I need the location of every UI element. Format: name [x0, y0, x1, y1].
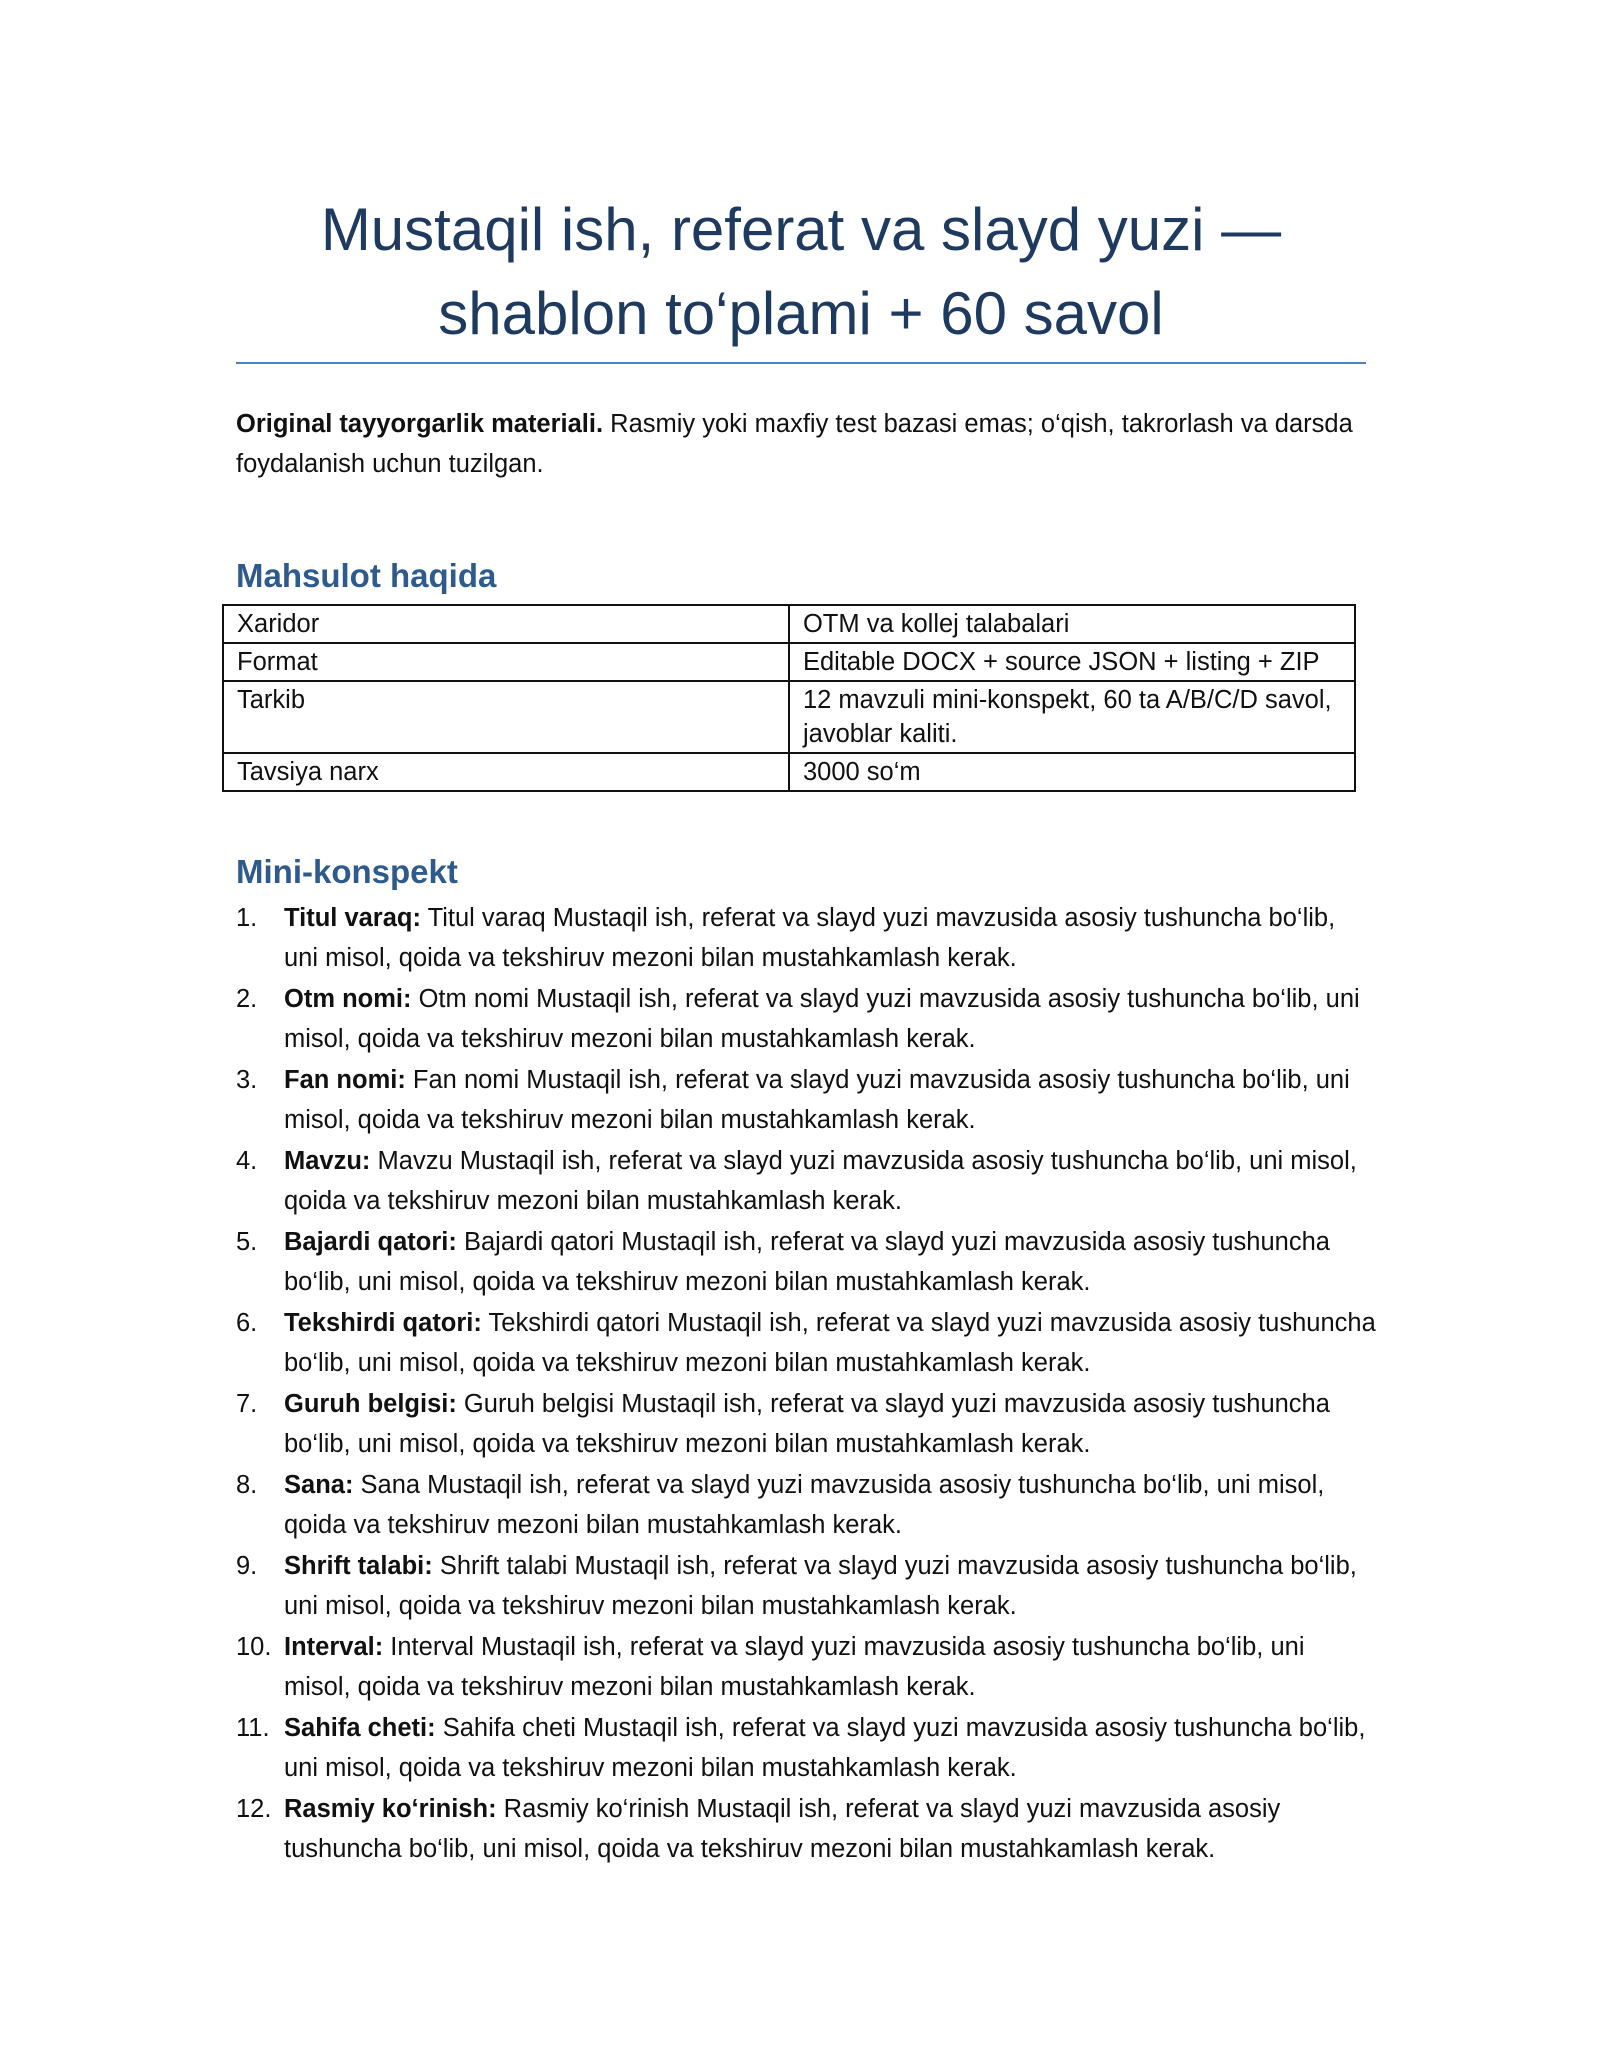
list-item-term: Bajardi qatori: [284, 1228, 457, 1256]
list-item [236, 1708, 1376, 1788]
intro-text: Rasmiy yoki maxfiy test bazasi emas; o‘qish, takrorlash va darsda foydalanish uchun tuzilgan. [236, 410, 1353, 478]
list-item [236, 1303, 1376, 1383]
list-item-term: Sana: [284, 1471, 354, 1499]
list-item-term: Sahifa cheti: [284, 1714, 436, 1742]
list-item-text: Otm nomi Mustaqil ish, referat va slayd yuzi mavzusida asosiy tushuncha bo‘lib, uni misol, qoida va tekshiruv mezoni bilan mustahkamlash kerak. [284, 985, 1360, 1053]
list-item-text: Titul varaq Mustaqil ish, referat va slayd yuzi mavzusida asosiy tushuncha bo‘lib, uni misol, qoida va tekshiruv mezoni bilan mustahkamlash kerak. [284, 904, 1336, 972]
intro-paragraph [236, 404, 1376, 484]
title-line-2: shablon to‘plami + 60 savol [438, 280, 1164, 347]
list-item-term: Shrift talabi: [284, 1552, 433, 1580]
document-title [236, 188, 1366, 356]
list-item-term: Otm nomi: [284, 985, 412, 1013]
list-item-text: Sahifa cheti Mustaqil ish, referat va slayd yuzi mavzusida asosiy tushuncha bo‘lib, uni misol, qoida va tekshiruv mezoni bilan mustahkamlash kerak. [284, 1714, 1366, 1782]
list-item-text: Mavzu Mustaqil ish, referat va slayd yuzi mavzusida asosiy tushuncha bo‘lib, uni misol, qoida va tekshiruv mezoni bilan mustahkamlash kerak. [284, 1147, 1357, 1215]
table-cell-key: Tarkib [223, 681, 789, 753]
list-item-term: Tekshirdi qatori: [284, 1309, 482, 1337]
list-item-number: 2. [236, 985, 258, 1013]
list-item-text: Interval Mustaqil ish, referat va slayd yuzi mavzusida asosiy tushuncha bo‘lib, uni misol, qoida va tekshiruv mezoni bilan mustahkamlash kerak. [284, 1633, 1305, 1701]
list-item [236, 1222, 1376, 1302]
table-cell-value: Editable DOCX + source JSON + listing + ZIP [789, 643, 1355, 681]
table-row [223, 753, 1355, 791]
list-item-text: Rasmiy ko‘rinish Mustaqil ish, referat va slayd yuzi mavzusida asosiy tushuncha bo‘lib, uni misol, qoida va tekshiruv mezoni bilan mustahkamlash kerak. [284, 1795, 1281, 1863]
list-item [236, 1546, 1376, 1626]
list-item-number: 1. [236, 904, 258, 932]
list-item-number: 6. [236, 1309, 258, 1337]
list-item [236, 1141, 1376, 1221]
list-item-term: Fan nomi: [284, 1066, 406, 1094]
product-table [222, 604, 1356, 792]
list-item-number: 10. [236, 1633, 272, 1661]
list-item-term: Titul varaq: [284, 904, 421, 932]
list-item-term: Mavzu: [284, 1147, 371, 1175]
product-heading: Mahsulot haqida [236, 557, 497, 594]
table-cell-value: 12 mavzuli mini-konspekt, 60 ta A/B/C/D savol, javoblar kaliti. [789, 681, 1355, 753]
konspekt-heading: Mini-konspekt [236, 853, 458, 890]
list-item-text: Sana Mustaqil ish, referat va slayd yuzi mavzusida asosiy tushuncha bo‘lib, uni misol, qoida va tekshiruv mezoni bilan mustahkamlash kerak. [284, 1471, 1325, 1539]
list-item-text: Bajardi qatori Mustaqil ish, referat va slayd yuzi mavzusida asosiy tushuncha bo‘lib, uni misol, qoida va tekshiruv mezoni bilan mustahkamlash kerak. [284, 1228, 1330, 1296]
intro-bold-text: Original tayyorgarlik materiali. [236, 410, 604, 438]
list-item-number: 3. [236, 1066, 258, 1094]
table-cell-key: Format [223, 643, 789, 681]
list-item-term: Guruh belgisi: [284, 1390, 457, 1418]
konspekt-list [236, 898, 1376, 1870]
list-item [236, 1384, 1376, 1464]
title-line-1: Mustaqil ish, referat va slayd yuzi — [320, 196, 1282, 263]
list-item [236, 979, 1376, 1059]
list-item-number: 11. [236, 1714, 270, 1742]
table-cell-value: OTM va kollej talabalari [789, 605, 1355, 643]
list-item [236, 1789, 1376, 1869]
list-item [236, 898, 1376, 978]
list-item [236, 1465, 1376, 1545]
list-item [236, 1627, 1376, 1707]
list-item-term: Rasmiy ko‘rinish: [284, 1795, 497, 1823]
list-item [236, 1060, 1376, 1140]
table-row [223, 643, 1355, 681]
table-cell-key: Tavsiya narx [223, 753, 789, 791]
list-item-term: Interval: [284, 1633, 384, 1661]
table-cell-key: Xaridor [223, 605, 789, 643]
list-item-number: 9. [236, 1552, 258, 1580]
table-cell-value: 3000 so‘m [789, 753, 1355, 791]
list-item-text: Tekshirdi qatori Mustaqil ish, referat va slayd yuzi mavzusida asosiy tushuncha bo‘lib, uni misol, qoida va tekshiruv mezoni bilan mustahkamlash kerak. [284, 1309, 1376, 1377]
table-row [223, 681, 1355, 753]
list-item-text: Guruh belgisi Mustaqil ish, referat va slayd yuzi mavzusida asosiy tushuncha bo‘lib, uni misol, qoida va tekshiruv mezoni bilan mustahkamlash kerak. [284, 1390, 1330, 1458]
list-item-number: 8. [236, 1471, 258, 1499]
title-underline [236, 362, 1366, 364]
list-item-number: 12. [236, 1795, 272, 1823]
list-item-text: Fan nomi Mustaqil ish, referat va slayd yuzi mavzusida asosiy tushuncha bo‘lib, uni misol, qoida va tekshiruv mezoni bilan mustahkamlash kerak. [284, 1066, 1350, 1134]
list-item-text: Shrift talabi Mustaqil ish, referat va slayd yuzi mavzusida asosiy tushuncha bo‘lib, uni misol, qoida va tekshiruv mezoni bilan mustahkamlash kerak. [284, 1552, 1357, 1620]
list-item-number: 7. [236, 1390, 258, 1418]
table-row [223, 605, 1355, 643]
list-item-number: 5. [236, 1228, 258, 1256]
list-item-number: 4. [236, 1147, 258, 1175]
